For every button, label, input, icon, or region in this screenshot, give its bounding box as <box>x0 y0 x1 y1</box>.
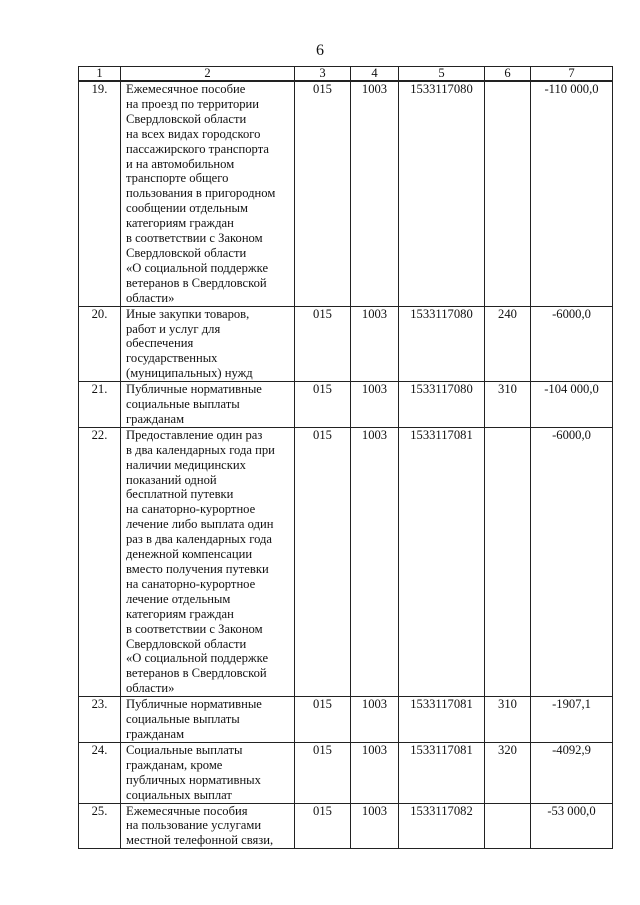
description-line: транспорте общего <box>126 171 229 186</box>
description-line: государственных <box>126 351 218 366</box>
description-line: гражданам <box>126 726 185 741</box>
description-line: Публичные нормативные <box>126 697 262 712</box>
row-col-6-expense-type: 240 <box>485 306 531 382</box>
row-col-7-amount: -53 000,0 <box>531 803 613 849</box>
description-line: лечение отдельным <box>126 591 231 606</box>
description-line: в соответствии с Законом <box>126 231 263 246</box>
header-col-4: 4 <box>351 67 399 82</box>
row-col-3-code: 015 <box>295 427 351 696</box>
row-description <box>121 742 295 803</box>
description-line: ветеранов в Свердловской <box>126 666 267 681</box>
description-line: Иные закупки товаров, <box>126 306 250 321</box>
row-col-6-expense-type: 310 <box>485 697 531 743</box>
description-line: в два календарных года при <box>126 442 275 457</box>
row-col-3-code: 015 <box>295 306 351 382</box>
row-number: 25. <box>79 803 121 849</box>
description-line: гражданам <box>126 411 185 426</box>
description-line: на пользование услугами <box>126 818 262 833</box>
description-line: денежной компенсации <box>126 547 253 562</box>
header-col-1: 1 <box>79 67 121 82</box>
row-number: 19. <box>79 81 121 306</box>
description-line: раз в два календарных года <box>126 532 272 547</box>
description-line: социальных выплат <box>126 787 232 802</box>
row-col-7-amount: -4092,9 <box>531 742 613 803</box>
description-line: бесплатной путевки <box>126 487 234 502</box>
row-col-5-target: 1533117080 <box>399 382 485 428</box>
description-line: «О социальной поддержке <box>126 260 269 275</box>
row-col-3-code: 015 <box>295 697 351 743</box>
table-row <box>79 382 613 428</box>
row-col-5-target: 1533117081 <box>399 697 485 743</box>
description-line: Свердловской области <box>126 636 247 651</box>
description-line: пользования в пригородном <box>126 186 276 201</box>
description-line: на санаторно-курортное <box>126 502 256 517</box>
description-line: показаний одной <box>126 472 217 487</box>
row-col-6-expense-type: 320 <box>485 742 531 803</box>
description-line: на всех видах городского <box>126 126 261 141</box>
row-col-6-expense-type <box>485 81 531 306</box>
row-col-5-target: 1533117080 <box>399 81 485 306</box>
row-description <box>121 803 295 849</box>
description-line: публичных нормативных <box>126 772 261 787</box>
row-col-7-amount: -6000,0 <box>531 427 613 696</box>
description-line: Публичные нормативные <box>126 382 262 397</box>
table-row <box>79 803 613 849</box>
row-description <box>121 427 295 696</box>
row-col-4-section: 1003 <box>351 803 399 849</box>
header-col-5: 5 <box>399 67 485 82</box>
description-line: местной телефонной связи, <box>126 833 274 848</box>
description-line: Свердловской области <box>126 245 247 260</box>
table-row <box>79 697 613 743</box>
description-line: социальные выплаты <box>126 397 240 412</box>
row-col-5-target: 1533117081 <box>399 742 485 803</box>
row-col-4-section: 1003 <box>351 306 399 382</box>
row-number: 24. <box>79 742 121 803</box>
description-line: категориям граждан <box>126 606 234 621</box>
row-col-5-target: 1533117081 <box>399 427 485 696</box>
row-col-4-section: 1003 <box>351 427 399 696</box>
description-line: работ и услуг для <box>126 321 221 336</box>
row-col-4-section: 1003 <box>351 382 399 428</box>
description-line: ветеранов в Свердловской <box>126 275 267 290</box>
row-col-5-target: 1533117082 <box>399 803 485 849</box>
row-description <box>121 81 295 306</box>
description-line: сообщении отдельным <box>126 201 248 216</box>
row-col-6-expense-type: 310 <box>485 382 531 428</box>
description-line: на проезд по территории <box>126 96 260 111</box>
row-col-3-code: 015 <box>295 382 351 428</box>
description-line: категориям граждан <box>126 216 234 231</box>
header-col-2: 2 <box>121 67 295 82</box>
row-col-7-amount: -104 000,0 <box>531 382 613 428</box>
description-line: Ежемесячные пособия <box>126 803 248 818</box>
row-col-7-amount: -6000,0 <box>531 306 613 382</box>
description-line: лечение либо выплата один <box>126 517 274 532</box>
table-row <box>79 81 613 306</box>
description-line: и на автомобильном <box>126 156 235 171</box>
row-number: 21. <box>79 382 121 428</box>
row-col-3-code: 015 <box>295 742 351 803</box>
description-line: «О социальной поддержке <box>126 651 269 666</box>
table-header-row <box>79 67 613 82</box>
description-line: вместо получения путевки <box>126 562 269 576</box>
budget-changes-table <box>78 66 613 849</box>
description-line: социальные выплаты <box>126 712 240 727</box>
table-row <box>79 427 613 696</box>
row-col-7-amount: -110 000,0 <box>531 81 613 306</box>
row-col-3-code: 015 <box>295 81 351 306</box>
row-col-3-code: 015 <box>295 803 351 849</box>
row-description <box>121 697 295 743</box>
row-col-6-expense-type <box>485 803 531 849</box>
row-col-4-section: 1003 <box>351 742 399 803</box>
description-line: Ежемесячное пособие <box>126 82 246 96</box>
row-description <box>121 306 295 382</box>
description-line: обеспечения <box>126 336 194 351</box>
row-col-6-expense-type <box>485 427 531 696</box>
description-line: Предоставление один раз <box>126 427 263 442</box>
description-line: Свердловской области <box>126 111 247 126</box>
description-line: на санаторно-курортное <box>126 576 256 591</box>
description-line: (муниципальных) нужд <box>126 366 253 381</box>
description-line: области» <box>126 290 175 305</box>
row-number: 20. <box>79 306 121 382</box>
header-col-7: 7 <box>531 67 613 82</box>
header-col-6: 6 <box>485 67 531 82</box>
row-col-4-section: 1003 <box>351 81 399 306</box>
row-col-7-amount: -1907,1 <box>531 697 613 743</box>
description-line: наличии медицинских <box>126 457 246 472</box>
table-row <box>79 306 613 382</box>
description-line: в соответствии с Законом <box>126 621 263 636</box>
row-col-4-section: 1003 <box>351 697 399 743</box>
row-number: 23. <box>79 697 121 743</box>
description-line: Социальные выплаты <box>126 742 243 757</box>
header-col-3: 3 <box>295 67 351 82</box>
description-line: гражданам, кроме <box>126 757 223 772</box>
page-number: 6 <box>316 42 324 59</box>
description-line: пассажирского транспорта <box>126 141 269 156</box>
row-col-5-target: 1533117080 <box>399 306 485 382</box>
table-body <box>79 81 613 849</box>
row-number: 22. <box>79 427 121 696</box>
description-line: области» <box>126 681 175 696</box>
row-description <box>121 382 295 428</box>
table-row <box>79 742 613 803</box>
